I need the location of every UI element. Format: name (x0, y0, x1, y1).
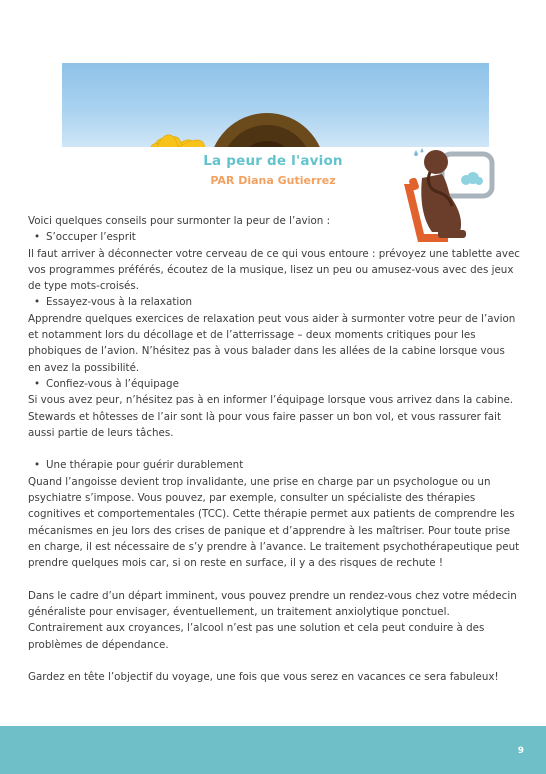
article-paragraph: Dans le cadre d’un départ imminent, vous pouvez prendre un rendez-vous chez votre médecin généraliste pour envisager, éventuellement, un traitement anxiolytique ponctuel. Contrairement aux croyances, l’alcool n’est pas une solution et cela peut conduire à des problèmes de dépendance. (28, 589, 517, 651)
sunflower-image (62, 63, 489, 147)
article-intro: Voici quelques conseils pour surmonter la peur de l’avion : (28, 215, 331, 227)
footer-band (0, 726, 546, 774)
article-closing: Gardez en tête l’objectif du voyage, une fois que vous serez en vacances ce sera fabuleux! (28, 671, 499, 684)
article-body (28, 213, 520, 686)
page-number: 9 (517, 746, 524, 756)
bullet-dot-icon: • (34, 377, 41, 390)
paragraph-spacer (28, 653, 520, 669)
bullet-dot-icon: • (34, 231, 41, 244)
bullet-item: • Une thérapie pour guérir durablement (28, 457, 520, 473)
paragraph-spacer (28, 441, 520, 457)
sunflower-banner (62, 63, 489, 147)
author-byline: PAR Diana Gutierrez (210, 174, 336, 187)
bullet-dot-icon: • (34, 296, 41, 309)
page-title: La peur de l'avion (203, 153, 343, 169)
article-paragraph: Si vous avez peur, n’hésitez pas à en informer l’équipage lorsque vous arrivez dans la cabine. Stewards et hôtesses de l’air sont là pour vous faire passer un bon vol, et vous rassurer fait aussi partie de leurs tâches. (28, 394, 514, 439)
bullet-dot-icon: • (34, 459, 41, 472)
bullet-item: • Essayez-vous à la relaxation (28, 294, 520, 310)
article-paragraph: Quand l’angoisse devient trop invalidante, une prise en charge par un psychologue ou un psychiatre s’impose. Vous pouvez, par exemple, consulter un spécialiste des thérapies cognitives et comportementales (TCC). Cette thérapie permet aux patients de comprendre les mécanismes en jeu lors des crises de panique et d’apprendre à les maîtriser. Pour toute prise en charge, il est nécessaire de s’y prendre à l’avance. Le traitement psychothérapeutique peut prendre quelques mois car, si on reste en surface, il y a des risques de rechute ! (28, 475, 520, 570)
article-paragraph: Apprendre quelques exercices de relaxation peut vous aider à surmonter votre peur de l’avion et notamment lors du décollage et de l’atterrissage – deux moments critiques pour les phobiques de l’avion. N’hésitez pas à vous balader dans les allées de la cabine lorsque vous en avez la possibilité. (28, 312, 516, 374)
paragraph-spacer (28, 572, 520, 588)
article-paragraph: Il faut arriver à déconnecter votre cerveau de ce qui vous entoure : prévoyez une tablette avec vos programmes préférés, écoutez de la musique, lisez un peu ou amusez-vous avec des jeux de type mots-croisés. (28, 247, 520, 293)
bullet-item: • Confiez-vous à l’équipage (28, 376, 520, 392)
bullet-item: • S’occuper l’esprit (28, 229, 520, 245)
